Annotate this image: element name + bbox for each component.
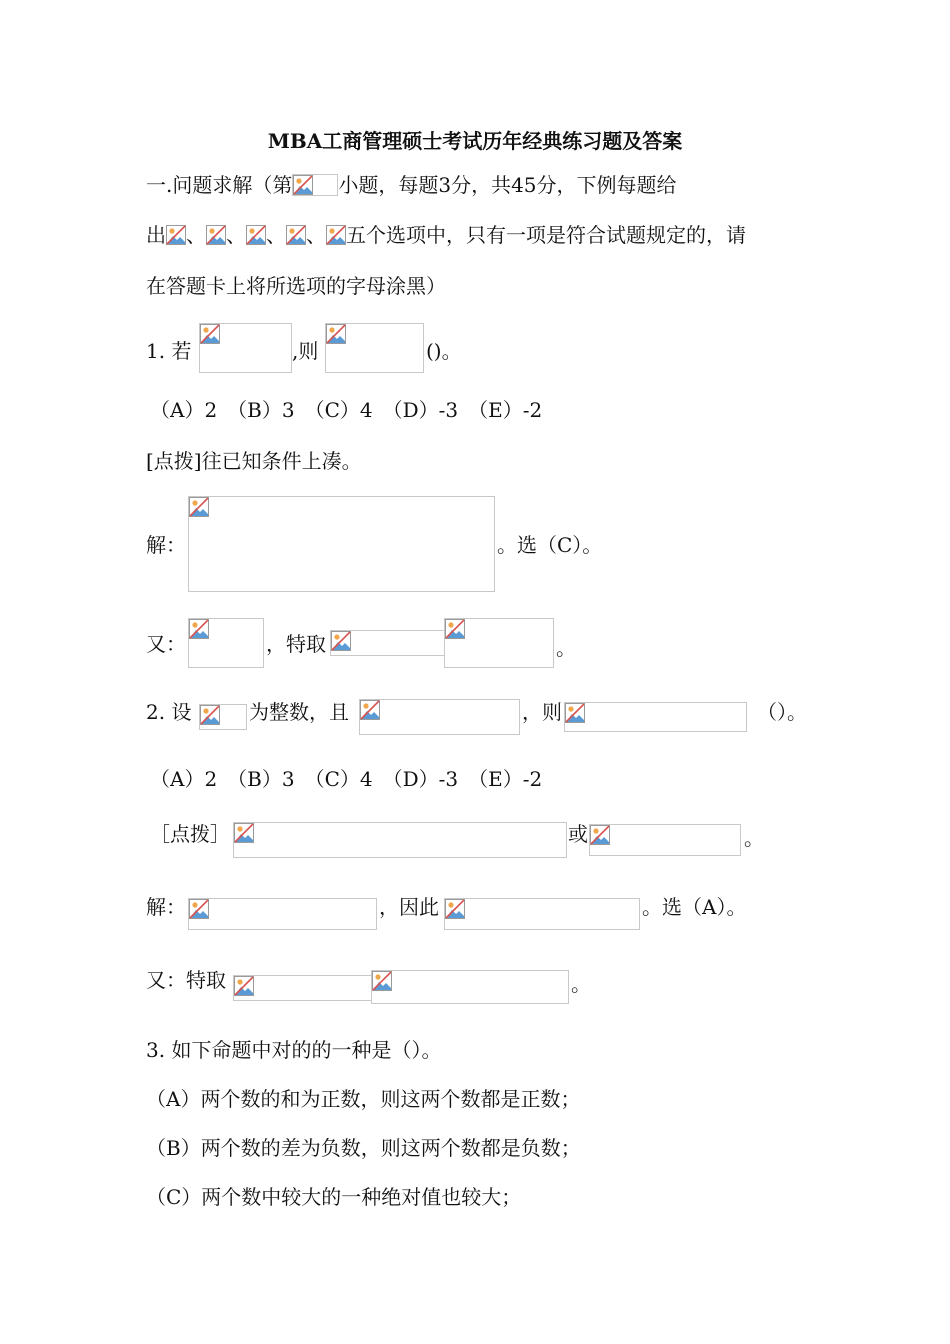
formula-image	[444, 618, 554, 668]
q1-stem-suffix: ()。	[426, 339, 462, 363]
separator: 、	[306, 223, 326, 247]
q2-solution-label: 解：	[146, 895, 186, 919]
separator: 、	[226, 223, 246, 247]
broken-image-icon	[326, 225, 346, 245]
q1-solution-suffix: 。选（C）。	[497, 533, 603, 557]
broken-image-icon	[445, 899, 465, 919]
separator: 、	[266, 223, 286, 247]
q1-options: （A）2 （B）3 （C）4 （D）-3 （E）-2	[150, 398, 543, 422]
q2-options: （A）2 （B）3 （C）4 （D）-3 （E）-2	[150, 767, 543, 791]
section-line-3: 在答题卡上将所选项的字母涂黑）	[146, 274, 446, 298]
section-line-1-start: 一.问题求解（第	[146, 173, 293, 197]
section-line-2-end: 五个选项中，只有一项是符合试题规定的，请	[346, 223, 746, 247]
formula-image	[188, 496, 495, 592]
q1-again-end: 。	[556, 636, 576, 660]
broken-image-icon	[200, 324, 220, 344]
q1-hint: [点拨]往已知条件上凑。	[146, 449, 362, 473]
broken-image-icon	[293, 175, 313, 195]
q3-option-c: （C）两个数中较大的一种绝对值也较大；	[146, 1185, 522, 1209]
q2-solution-mid: ，因此	[379, 895, 439, 919]
q2-again-end: 。	[571, 972, 591, 996]
q1-stem-mid: ,则	[292, 339, 319, 363]
formula-image	[199, 704, 247, 730]
q3-option-a: （A）两个数的和为正数，则这两个数都是正数；	[146, 1087, 581, 1111]
q3-stem: 3. 如下命题中对的的一种是（）。	[146, 1038, 442, 1062]
broken-image-icon	[286, 225, 306, 245]
broken-image-icon	[246, 225, 266, 245]
formula-image	[371, 970, 569, 1004]
section-line-1	[146, 173, 677, 197]
section-line-2	[146, 223, 746, 247]
formula-image	[233, 975, 373, 1001]
q2-hint-end: 。	[744, 826, 764, 850]
broken-image-icon	[189, 899, 209, 919]
q1-again-label: 又：	[146, 632, 186, 656]
formula-image	[325, 323, 424, 373]
broken-image-icon	[590, 825, 610, 845]
formula-image	[292, 174, 338, 196]
formula-image	[233, 822, 567, 858]
broken-image-icon	[372, 971, 392, 991]
q1-stem-prefix: 1. 若	[146, 339, 192, 363]
broken-image-icon	[326, 324, 346, 344]
document-title: MBA工商管理硕士考试历年经典练习题及答案	[267, 129, 683, 153]
broken-image-icon	[360, 700, 380, 720]
formula-image	[444, 898, 640, 930]
broken-image-icon	[200, 705, 220, 725]
formula-image	[188, 618, 264, 668]
formula-image	[359, 699, 520, 735]
broken-image-icon	[234, 976, 254, 996]
q2-hint-label: ［点拨］	[150, 822, 230, 846]
formula-image	[199, 323, 292, 373]
q2-stem-mid1: 为整数，且	[249, 700, 349, 724]
q2-again-label: 又：特取	[146, 968, 226, 992]
q2-solution-suffix: 。选（A）。	[642, 895, 747, 919]
broken-image-icon	[445, 619, 465, 639]
section-line-2-start: 出	[146, 223, 166, 247]
formula-image	[589, 824, 741, 856]
broken-image-icon	[234, 823, 254, 843]
formula-image	[188, 898, 377, 930]
separator: 、	[186, 223, 206, 247]
q3-option-b: （B）两个数的差为负数，则这两个数都是负数；	[146, 1136, 581, 1160]
broken-image-icon	[189, 619, 209, 639]
formula-image	[564, 702, 747, 732]
q1-again-mid: ，特取	[266, 632, 326, 656]
broken-image-icon	[331, 631, 351, 651]
broken-image-icon	[565, 703, 585, 723]
section-line-1-end: 小题，每题3分，共45分，下例每题给	[338, 173, 677, 197]
q2-stem-mid2: ，则	[522, 700, 562, 724]
broken-image-icon	[166, 225, 186, 245]
q2-hint-or: 或	[568, 822, 588, 846]
q2-stem-suffix: （）。	[757, 700, 807, 724]
q1-solution-label: 解：	[146, 533, 186, 557]
broken-image-icon	[189, 497, 209, 517]
broken-image-icon	[206, 225, 226, 245]
q2-stem-prefix: 2. 设	[146, 700, 192, 724]
formula-image	[330, 630, 445, 656]
